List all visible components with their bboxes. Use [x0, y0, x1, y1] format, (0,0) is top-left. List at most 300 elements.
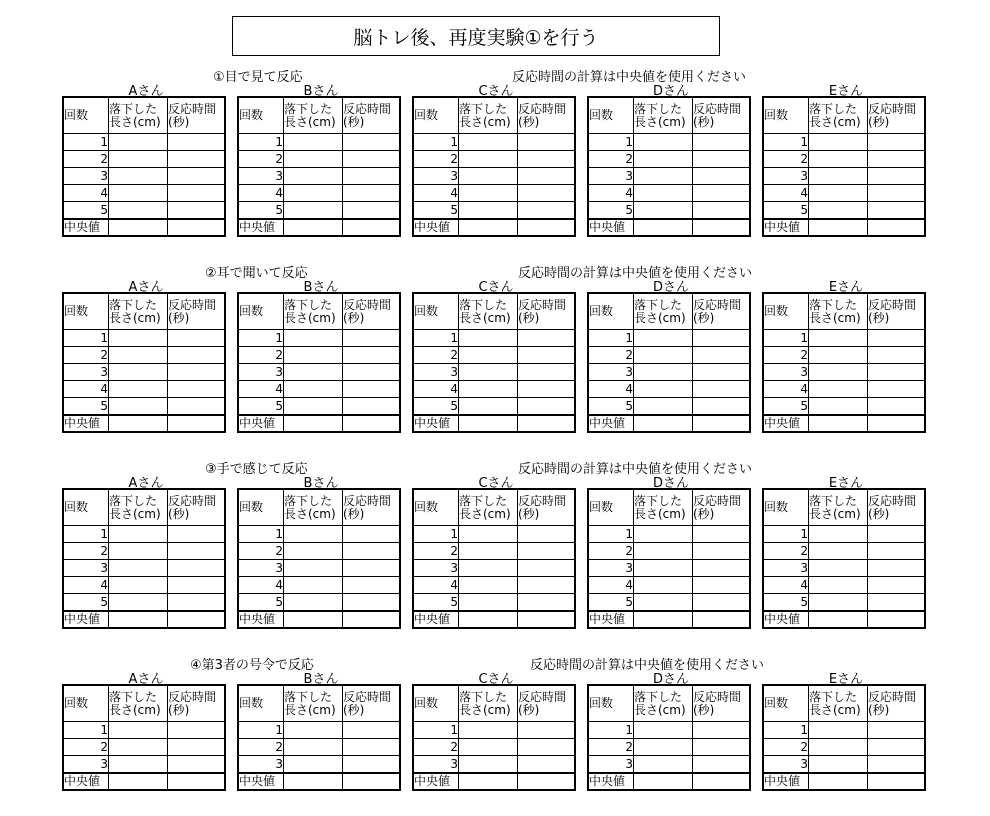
length-cell[interactable] — [109, 364, 168, 381]
reaction-cell[interactable] — [693, 347, 751, 364]
trial-number: 4 — [763, 185, 809, 202]
length-cell[interactable] — [809, 398, 868, 416]
reaction-cell[interactable] — [343, 330, 401, 347]
length-cell[interactable] — [109, 134, 168, 151]
reaction-cell[interactable] — [343, 722, 401, 739]
header-count: 回数 — [413, 293, 459, 330]
median-length-cell[interactable] — [109, 611, 168, 628]
table-row — [763, 526, 925, 543]
reaction-cell[interactable] — [868, 560, 926, 577]
reaction-cell[interactable] — [868, 151, 926, 168]
length-cell[interactable] — [634, 364, 693, 381]
reaction-cell[interactable] — [693, 381, 751, 398]
reaction-cell[interactable] — [693, 543, 751, 560]
reaction-cell[interactable] — [343, 543, 401, 560]
median-reaction-cell[interactable] — [693, 415, 751, 432]
length-cell[interactable] — [809, 543, 868, 560]
length-cell[interactable] — [284, 722, 343, 739]
length-cell[interactable] — [284, 543, 343, 560]
person-label: Cさん — [478, 280, 514, 295]
table-row — [763, 560, 925, 577]
length-cell[interactable] — [459, 347, 518, 364]
reaction-cell[interactable] — [518, 381, 576, 398]
trial-number: 3 — [238, 364, 284, 381]
length-cell[interactable] — [284, 756, 343, 774]
table-row — [238, 381, 400, 398]
table-row — [588, 398, 750, 416]
table-row — [63, 185, 225, 202]
table-row — [763, 330, 925, 347]
length-cell[interactable] — [809, 756, 868, 774]
table-row — [413, 577, 575, 594]
reaction-cell[interactable] — [518, 134, 576, 151]
table-row — [238, 526, 400, 543]
table-row — [413, 168, 575, 185]
header-count: 回数 — [238, 489, 284, 526]
median-length-cell[interactable] — [634, 415, 693, 432]
median-label: 中央値 — [763, 773, 809, 790]
reaction-cell[interactable] — [168, 330, 226, 347]
reaction-cell[interactable] — [693, 594, 751, 612]
length-cell[interactable] — [634, 185, 693, 202]
median-length-cell[interactable] — [284, 611, 343, 628]
table-row — [238, 722, 400, 739]
reaction-cell[interactable] — [343, 594, 401, 612]
length-cell[interactable] — [459, 202, 518, 220]
trial-number: 3 — [238, 756, 284, 774]
trial-number: 1 — [63, 526, 109, 543]
median-reaction-cell[interactable] — [693, 219, 751, 236]
reaction-cell[interactable] — [343, 739, 401, 756]
reaction-cell[interactable] — [343, 202, 401, 220]
table-row — [238, 151, 400, 168]
length-cell[interactable] — [284, 347, 343, 364]
person-label: Eさん — [828, 84, 864, 99]
table-row — [413, 185, 575, 202]
median-row — [763, 773, 925, 790]
length-cell[interactable] — [109, 381, 168, 398]
length-cell[interactable] — [809, 330, 868, 347]
table-row — [238, 330, 400, 347]
reaction-cell[interactable] — [168, 543, 226, 560]
reaction-cell[interactable] — [518, 151, 576, 168]
median-length-cell[interactable] — [809, 415, 868, 432]
median-length-cell[interactable] — [809, 611, 868, 628]
reaction-cell[interactable] — [518, 364, 576, 381]
trial-number: 4 — [763, 577, 809, 594]
median-length-cell[interactable] — [459, 415, 518, 432]
reaction-cell[interactable] — [343, 168, 401, 185]
median-reaction-cell[interactable] — [518, 219, 576, 236]
reaction-cell[interactable] — [168, 202, 226, 220]
header-reaction: 反応時間(秒) — [518, 97, 576, 134]
median-reaction-cell[interactable] — [868, 415, 926, 432]
table-row — [763, 168, 925, 185]
reaction-cell[interactable] — [168, 185, 226, 202]
reaction-cell[interactable] — [693, 134, 751, 151]
length-cell[interactable] — [284, 168, 343, 185]
length-cell[interactable] — [459, 722, 518, 739]
median-length-cell[interactable] — [284, 219, 343, 236]
median-length-cell[interactable] — [109, 219, 168, 236]
median-label: 中央値 — [238, 611, 284, 628]
measurement-table — [762, 96, 926, 237]
length-cell[interactable] — [284, 398, 343, 416]
length-cell[interactable] — [459, 364, 518, 381]
reaction-cell[interactable] — [868, 347, 926, 364]
length-cell[interactable] — [109, 560, 168, 577]
reaction-cell[interactable] — [168, 526, 226, 543]
reaction-cell[interactable] — [868, 330, 926, 347]
reaction-cell[interactable] — [868, 526, 926, 543]
reaction-cell[interactable] — [343, 560, 401, 577]
length-cell[interactable] — [459, 526, 518, 543]
reaction-cell[interactable] — [868, 185, 926, 202]
length-cell[interactable] — [634, 381, 693, 398]
length-cell[interactable] — [634, 739, 693, 756]
trial-number: 5 — [588, 202, 634, 220]
table-row — [588, 543, 750, 560]
reaction-cell[interactable] — [693, 526, 751, 543]
header-reaction: 反応時間(秒) — [168, 97, 226, 134]
reaction-cell[interactable] — [518, 594, 576, 612]
length-cell[interactable] — [459, 398, 518, 416]
length-cell[interactable] — [634, 347, 693, 364]
length-cell[interactable] — [634, 202, 693, 220]
reaction-cell[interactable] — [168, 560, 226, 577]
length-cell[interactable] — [809, 364, 868, 381]
length-cell[interactable] — [809, 594, 868, 612]
table-row — [63, 347, 225, 364]
length-cell[interactable] — [809, 202, 868, 220]
trial-number: 4 — [63, 381, 109, 398]
reaction-cell[interactable] — [343, 364, 401, 381]
length-cell[interactable] — [109, 722, 168, 739]
reaction-cell[interactable] — [168, 756, 226, 774]
length-cell[interactable] — [459, 756, 518, 774]
reaction-cell[interactable] — [518, 560, 576, 577]
length-cell[interactable] — [634, 168, 693, 185]
median-length-cell[interactable] — [459, 611, 518, 628]
trial-number: 4 — [238, 185, 284, 202]
table-row — [63, 134, 225, 151]
length-cell[interactable] — [284, 577, 343, 594]
reaction-cell[interactable] — [168, 381, 226, 398]
length-cell[interactable] — [634, 526, 693, 543]
table-row — [413, 756, 575, 774]
length-cell[interactable] — [109, 168, 168, 185]
length-cell[interactable] — [284, 364, 343, 381]
median-reaction-cell[interactable] — [343, 219, 401, 236]
table-row — [413, 739, 575, 756]
length-cell[interactable] — [809, 381, 868, 398]
trial-number: 3 — [63, 364, 109, 381]
length-cell[interactable] — [284, 594, 343, 612]
median-length-cell[interactable] — [109, 773, 168, 790]
trial-number: 3 — [238, 168, 284, 185]
reaction-cell[interactable] — [168, 151, 226, 168]
length-cell[interactable] — [809, 560, 868, 577]
trial-number: 4 — [413, 185, 459, 202]
median-length-cell[interactable] — [109, 415, 168, 432]
measurement-table — [62, 96, 226, 237]
reaction-cell[interactable] — [518, 543, 576, 560]
reaction-cell[interactable] — [868, 756, 926, 774]
reaction-cell[interactable] — [693, 560, 751, 577]
length-cell[interactable] — [459, 330, 518, 347]
length-cell[interactable] — [634, 560, 693, 577]
reaction-cell[interactable] — [868, 594, 926, 612]
median-reaction-cell[interactable] — [343, 415, 401, 432]
length-cell[interactable] — [634, 151, 693, 168]
reaction-cell[interactable] — [518, 168, 576, 185]
reaction-cell[interactable] — [868, 739, 926, 756]
median-reaction-cell[interactable] — [168, 773, 226, 790]
length-cell[interactable] — [459, 134, 518, 151]
median-length-cell[interactable] — [634, 611, 693, 628]
reaction-cell[interactable] — [868, 398, 926, 416]
reaction-cell[interactable] — [518, 330, 576, 347]
person-label: Eさん — [828, 280, 864, 295]
length-cell[interactable] — [459, 381, 518, 398]
header-length: 落下した長さ(cm) — [634, 97, 693, 134]
trial-number: 2 — [763, 739, 809, 756]
reaction-cell[interactable] — [868, 381, 926, 398]
median-reaction-cell[interactable] — [518, 415, 576, 432]
reaction-cell[interactable] — [693, 364, 751, 381]
reaction-cell[interactable] — [343, 381, 401, 398]
reaction-cell[interactable] — [693, 577, 751, 594]
median-reaction-cell[interactable] — [168, 611, 226, 628]
reaction-cell[interactable] — [693, 330, 751, 347]
reaction-cell[interactable] — [168, 722, 226, 739]
reaction-cell[interactable] — [518, 347, 576, 364]
reaction-cell[interactable] — [343, 398, 401, 416]
length-cell[interactable] — [634, 398, 693, 416]
table-row — [413, 202, 575, 220]
reaction-cell[interactable] — [168, 364, 226, 381]
length-cell[interactable] — [634, 330, 693, 347]
length-cell[interactable] — [109, 543, 168, 560]
length-cell[interactable] — [809, 347, 868, 364]
header-reaction: 反応時間(秒) — [343, 685, 401, 722]
reaction-cell[interactable] — [168, 168, 226, 185]
length-cell[interactable] — [109, 202, 168, 220]
median-reaction-cell[interactable] — [693, 611, 751, 628]
median-reaction-cell[interactable] — [168, 219, 226, 236]
length-cell[interactable] — [284, 185, 343, 202]
reaction-cell[interactable] — [168, 398, 226, 416]
reaction-cell[interactable] — [693, 202, 751, 220]
table-row — [413, 330, 575, 347]
reaction-cell[interactable] — [518, 185, 576, 202]
length-cell[interactable] — [459, 739, 518, 756]
reaction-cell[interactable] — [168, 347, 226, 364]
median-length-cell[interactable] — [809, 219, 868, 236]
reaction-cell[interactable] — [693, 168, 751, 185]
reaction-cell[interactable] — [693, 185, 751, 202]
median-label: 中央値 — [588, 219, 634, 236]
length-cell[interactable] — [809, 526, 868, 543]
header-length: 落下した長さ(cm) — [459, 685, 518, 722]
length-cell[interactable] — [809, 577, 868, 594]
length-cell[interactable] — [459, 168, 518, 185]
reaction-cell[interactable] — [868, 134, 926, 151]
length-cell[interactable] — [109, 347, 168, 364]
reaction-cell[interactable] — [168, 739, 226, 756]
reaction-cell[interactable] — [693, 739, 751, 756]
median-row — [63, 773, 225, 790]
trial-number: 3 — [588, 364, 634, 381]
length-cell[interactable] — [284, 151, 343, 168]
median-reaction-cell[interactable] — [868, 219, 926, 236]
reaction-cell[interactable] — [343, 151, 401, 168]
length-cell[interactable] — [459, 577, 518, 594]
median-reaction-cell[interactable] — [343, 611, 401, 628]
trial-number: 3 — [763, 756, 809, 774]
median-length-cell[interactable] — [809, 773, 868, 790]
length-cell[interactable] — [634, 756, 693, 774]
reaction-cell[interactable] — [693, 756, 751, 774]
header-length: 落下した長さ(cm) — [809, 685, 868, 722]
length-cell[interactable] — [109, 185, 168, 202]
length-cell[interactable] — [109, 151, 168, 168]
reaction-cell[interactable] — [343, 756, 401, 774]
median-reaction-cell[interactable] — [868, 611, 926, 628]
length-cell[interactable] — [809, 168, 868, 185]
reaction-cell[interactable] — [518, 722, 576, 739]
reaction-cell[interactable] — [343, 526, 401, 543]
person-label: Dさん — [652, 672, 689, 687]
reaction-cell[interactable] — [868, 722, 926, 739]
table-row — [588, 560, 750, 577]
length-cell[interactable] — [809, 185, 868, 202]
length-cell[interactable] — [809, 134, 868, 151]
length-cell[interactable] — [809, 722, 868, 739]
reaction-cell[interactable] — [518, 202, 576, 220]
length-cell[interactable] — [634, 134, 693, 151]
length-cell[interactable] — [109, 526, 168, 543]
table-row — [763, 722, 925, 739]
header-length: 落下した長さ(cm) — [109, 293, 168, 330]
median-length-cell[interactable] — [634, 219, 693, 236]
table-row — [238, 577, 400, 594]
reaction-cell[interactable] — [868, 168, 926, 185]
reaction-cell[interactable] — [168, 577, 226, 594]
trial-number: 2 — [588, 739, 634, 756]
median-reaction-cell[interactable] — [693, 773, 751, 790]
length-cell[interactable] — [634, 543, 693, 560]
length-cell[interactable] — [109, 577, 168, 594]
length-cell[interactable] — [459, 151, 518, 168]
trial-number: 4 — [238, 381, 284, 398]
reaction-cell[interactable] — [518, 577, 576, 594]
length-cell[interactable] — [809, 739, 868, 756]
table-row — [63, 151, 225, 168]
table-row — [63, 756, 225, 774]
reaction-cell[interactable] — [343, 577, 401, 594]
median-reaction-cell[interactable] — [168, 415, 226, 432]
reaction-cell[interactable] — [343, 347, 401, 364]
length-cell[interactable] — [109, 398, 168, 416]
reaction-cell[interactable] — [868, 543, 926, 560]
table-row — [238, 185, 400, 202]
median-length-cell[interactable] — [459, 773, 518, 790]
median-length-cell[interactable] — [459, 219, 518, 236]
table-row — [413, 134, 575, 151]
median-row — [413, 415, 575, 432]
length-cell[interactable] — [284, 381, 343, 398]
reaction-cell[interactable] — [343, 134, 401, 151]
length-cell[interactable] — [459, 594, 518, 612]
length-cell[interactable] — [809, 151, 868, 168]
header-count: 回数 — [413, 685, 459, 722]
length-cell[interactable] — [459, 543, 518, 560]
reaction-cell[interactable] — [868, 364, 926, 381]
reaction-cell[interactable] — [868, 202, 926, 220]
length-cell[interactable] — [634, 594, 693, 612]
reaction-cell[interactable] — [518, 756, 576, 774]
reaction-cell[interactable] — [518, 739, 576, 756]
median-label: 中央値 — [763, 611, 809, 628]
length-cell[interactable] — [634, 577, 693, 594]
trial-number: 2 — [238, 739, 284, 756]
length-cell[interactable] — [284, 134, 343, 151]
length-cell[interactable] — [109, 739, 168, 756]
median-length-cell[interactable] — [634, 773, 693, 790]
reaction-cell[interactable] — [518, 398, 576, 416]
person-label: Bさん — [303, 84, 339, 99]
length-cell[interactable] — [109, 330, 168, 347]
length-cell[interactable] — [284, 526, 343, 543]
reaction-cell[interactable] — [343, 185, 401, 202]
calc-note: 反応時間の計算は中央値を使用ください — [512, 70, 747, 85]
length-cell[interactable] — [634, 722, 693, 739]
trial-number: 5 — [63, 202, 109, 220]
trial-number: 2 — [588, 347, 634, 364]
reaction-cell[interactable] — [868, 577, 926, 594]
median-reaction-cell[interactable] — [868, 773, 926, 790]
length-cell[interactable] — [459, 560, 518, 577]
length-cell[interactable] — [109, 594, 168, 612]
median-label: 中央値 — [413, 773, 459, 790]
reaction-cell[interactable] — [168, 594, 226, 612]
table-row — [63, 594, 225, 612]
length-cell[interactable] — [284, 739, 343, 756]
trial-number: 5 — [588, 594, 634, 612]
length-cell[interactable] — [284, 202, 343, 220]
reaction-cell[interactable] — [168, 134, 226, 151]
reaction-cell[interactable] — [518, 526, 576, 543]
median-length-cell[interactable] — [284, 415, 343, 432]
measurement-table — [762, 684, 926, 791]
median-reaction-cell[interactable] — [343, 773, 401, 790]
trial-number: 1 — [763, 134, 809, 151]
length-cell[interactable] — [284, 560, 343, 577]
length-cell[interactable] — [109, 756, 168, 774]
length-cell[interactable] — [459, 185, 518, 202]
length-cell[interactable] — [284, 330, 343, 347]
median-length-cell[interactable] — [284, 773, 343, 790]
reaction-cell[interactable] — [693, 151, 751, 168]
reaction-cell[interactable] — [693, 722, 751, 739]
table-row — [63, 330, 225, 347]
header-count: 回数 — [763, 293, 809, 330]
median-reaction-cell[interactable] — [518, 611, 576, 628]
reaction-cell[interactable] — [693, 398, 751, 416]
median-reaction-cell[interactable] — [518, 773, 576, 790]
table-row — [588, 364, 750, 381]
